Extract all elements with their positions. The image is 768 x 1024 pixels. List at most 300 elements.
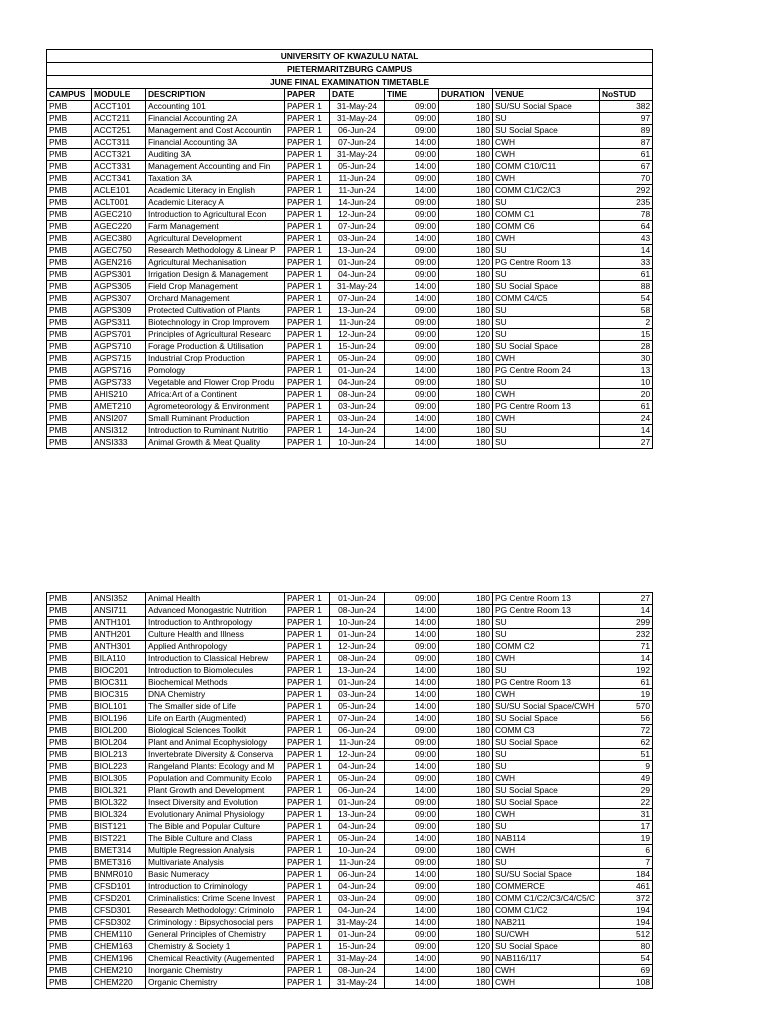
cell-description: Animal Growth & Meat Quality xyxy=(146,437,285,449)
cell-module: ACLT001 xyxy=(92,197,146,209)
cell-description: General Principles of Chemistry xyxy=(146,929,285,941)
cell-duration: 180 xyxy=(439,881,493,893)
cell-time: 14:00 xyxy=(385,785,439,797)
cell-module: AGPS307 xyxy=(92,293,146,305)
cell-time: 14:00 xyxy=(385,953,439,965)
cell-module: AGEC210 xyxy=(92,209,146,221)
table-row xyxy=(47,257,653,269)
cell-paper: PAPER 1 xyxy=(285,809,330,821)
cell-paper: PAPER 1 xyxy=(285,653,330,665)
cell-module: ACCT101 xyxy=(92,101,146,113)
cell-campus: PMB xyxy=(47,713,92,725)
cell-time: 09:00 xyxy=(385,773,439,785)
cell-date: 06-Jun-24 xyxy=(330,125,385,137)
cell-campus: PMB xyxy=(47,245,92,257)
cell-description: Introduction to Anthropology xyxy=(146,617,285,629)
cell-paper: PAPER 1 xyxy=(285,785,330,797)
cell-date: 13-Jun-24 xyxy=(330,809,385,821)
cell-duration: 180 xyxy=(439,401,493,413)
cell-time: 14:00 xyxy=(385,869,439,881)
cell-date: 01-Jun-24 xyxy=(330,365,385,377)
cell-campus: PMB xyxy=(47,401,92,413)
cell-date: 07-Jun-24 xyxy=(330,293,385,305)
cell-time: 14:00 xyxy=(385,629,439,641)
cell-module: CHEM110 xyxy=(92,929,146,941)
cell-date: 07-Jun-24 xyxy=(330,713,385,725)
cell-description: Organic Chemistry xyxy=(146,977,285,989)
cell-paper: PAPER 1 xyxy=(285,329,330,341)
cell-paper: PAPER 1 xyxy=(285,941,330,953)
cell-time: 09:00 xyxy=(385,389,439,401)
timetable-table-bottom xyxy=(46,592,653,989)
cell-description: Chemistry & Society 1 xyxy=(146,941,285,953)
cell-module: BILA110 xyxy=(92,653,146,665)
cell-paper: PAPER 1 xyxy=(285,761,330,773)
cell-duration: 180 xyxy=(439,917,493,929)
table-row xyxy=(47,737,653,749)
cell-duration: 180 xyxy=(439,965,493,977)
cell-venue: PG Centre Room 13 xyxy=(493,593,600,605)
cell-time: 14:00 xyxy=(385,977,439,989)
cell-venue: CWH xyxy=(493,689,600,701)
table-row xyxy=(47,821,653,833)
cell-duration: 180 xyxy=(439,617,493,629)
cell-date: 04-Jun-24 xyxy=(330,269,385,281)
table-row xyxy=(47,713,653,725)
cell-venue: SU xyxy=(493,629,600,641)
cell-duration: 180 xyxy=(439,149,493,161)
cell-module: CHEM220 xyxy=(92,977,146,989)
table-row xyxy=(47,149,653,161)
cell-date: 05-Jun-24 xyxy=(330,833,385,845)
cell-time: 09:00 xyxy=(385,341,439,353)
cell-campus: PMB xyxy=(47,725,92,737)
cell-venue: SU Social Space xyxy=(493,785,600,797)
cell-duration: 180 xyxy=(439,125,493,137)
cell-venue: NAB114 xyxy=(493,833,600,845)
cell-module: BIOL196 xyxy=(92,713,146,725)
cell-description: Introduction to Biomolecules xyxy=(146,665,285,677)
table-row xyxy=(47,857,653,869)
cell-time: 14:00 xyxy=(385,701,439,713)
cell-venue: PG Centre Room 13 xyxy=(493,257,600,269)
cell-venue: SU xyxy=(493,761,600,773)
cell-venue: SU/SU Social Space xyxy=(493,101,600,113)
cell-venue: SU xyxy=(493,329,600,341)
cell-venue: SU Social Space xyxy=(493,941,600,953)
timetable-title: JUNE FINAL EXAMINATION TIMETABLE xyxy=(47,76,653,89)
cell-nostud: 512 xyxy=(600,929,653,941)
cell-description: Animal Health xyxy=(146,593,285,605)
cell-module: BMET316 xyxy=(92,857,146,869)
cell-date: 08-Jun-24 xyxy=(330,389,385,401)
cell-paper: PAPER 1 xyxy=(285,593,330,605)
cell-nostud: 194 xyxy=(600,905,653,917)
cell-module: ACCT311 xyxy=(92,137,146,149)
cell-date: 07-Jun-24 xyxy=(330,137,385,149)
cell-duration: 180 xyxy=(439,893,493,905)
cell-description: Agricultural Mechanisation xyxy=(146,257,285,269)
cell-date: 31-May-24 xyxy=(330,977,385,989)
cell-time: 09:00 xyxy=(385,797,439,809)
cell-nostud: 192 xyxy=(600,665,653,677)
cell-paper: PAPER 1 xyxy=(285,149,330,161)
col-paper: PAPER xyxy=(285,89,330,101)
cell-module: BIOL324 xyxy=(92,809,146,821)
cell-campus: PMB xyxy=(47,125,92,137)
cell-paper: PAPER 1 xyxy=(285,173,330,185)
cell-venue: SU/SU Social Space/CWH xyxy=(493,701,600,713)
cell-venue: CWH xyxy=(493,977,600,989)
cell-campus: PMB xyxy=(47,857,92,869)
cell-description: Biological Sciences Toolkit xyxy=(146,725,285,737)
university-title: UNIVERSITY OF KWAZULU NATAL xyxy=(47,50,653,63)
cell-campus: PMB xyxy=(47,437,92,449)
cell-description: Auditing 3A xyxy=(146,149,285,161)
cell-date: 03-Jun-24 xyxy=(330,893,385,905)
cell-time: 09:00 xyxy=(385,257,439,269)
cell-module: BIOC201 xyxy=(92,665,146,677)
cell-time: 14:00 xyxy=(385,293,439,305)
cell-time: 09:00 xyxy=(385,245,439,257)
cell-date: 01-Jun-24 xyxy=(330,677,385,689)
col-nostud: NoSTUD xyxy=(600,89,653,101)
cell-time: 14:00 xyxy=(385,833,439,845)
cell-nostud: 33 xyxy=(600,257,653,269)
cell-nostud: 67 xyxy=(600,161,653,173)
cell-time: 09:00 xyxy=(385,809,439,821)
cell-paper: PAPER 1 xyxy=(285,665,330,677)
cell-nostud: 2 xyxy=(600,317,653,329)
cell-nostud: 570 xyxy=(600,701,653,713)
cell-paper: PAPER 1 xyxy=(285,101,330,113)
cell-module: AGPS309 xyxy=(92,305,146,317)
cell-description: The Bible Culture and Class xyxy=(146,833,285,845)
cell-description: Plant and Animal Ecophysiology xyxy=(146,737,285,749)
cell-date: 13-Jun-24 xyxy=(330,305,385,317)
cell-duration: 180 xyxy=(439,245,493,257)
table-row xyxy=(47,629,653,641)
cell-date: 01-Jun-24 xyxy=(330,797,385,809)
table-row xyxy=(47,965,653,977)
cell-nostud: 51 xyxy=(600,749,653,761)
cell-venue: PG Centre Room 13 xyxy=(493,401,600,413)
table-row xyxy=(47,401,653,413)
cell-description: Introduction to Agricultural Econ xyxy=(146,209,285,221)
cell-module: CHEM163 xyxy=(92,941,146,953)
cell-time: 09:00 xyxy=(385,893,439,905)
table-row xyxy=(47,653,653,665)
table-row xyxy=(47,269,653,281)
cell-module: ACCT341 xyxy=(92,173,146,185)
cell-date: 01-Jun-24 xyxy=(330,257,385,269)
cell-description: Introduction to Criminology xyxy=(146,881,285,893)
cell-venue: SU xyxy=(493,317,600,329)
cell-campus: PMB xyxy=(47,161,92,173)
cell-duration: 180 xyxy=(439,977,493,989)
cell-paper: PAPER 1 xyxy=(285,113,330,125)
cell-date: 14-Jun-24 xyxy=(330,425,385,437)
cell-time: 09:00 xyxy=(385,101,439,113)
cell-duration: 180 xyxy=(439,113,493,125)
cell-venue: SU xyxy=(493,269,600,281)
table-row xyxy=(47,593,653,605)
cell-paper: PAPER 1 xyxy=(285,737,330,749)
cell-duration: 180 xyxy=(439,629,493,641)
cell-campus: PMB xyxy=(47,413,92,425)
col-duration: DURATION xyxy=(439,89,493,101)
cell-nostud: 49 xyxy=(600,773,653,785)
cell-time: 09:00 xyxy=(385,305,439,317)
cell-duration: 180 xyxy=(439,185,493,197)
col-date: DATE xyxy=(330,89,385,101)
cell-nostud: 14 xyxy=(600,605,653,617)
cell-nostud: 71 xyxy=(600,641,653,653)
cell-paper: PAPER 1 xyxy=(285,221,330,233)
cell-duration: 180 xyxy=(439,305,493,317)
cell-paper: PAPER 1 xyxy=(285,185,330,197)
cell-nostud: 17 xyxy=(600,821,653,833)
cell-time: 09:00 xyxy=(385,821,439,833)
cell-paper: PAPER 1 xyxy=(285,389,330,401)
cell-module: AHIS210 xyxy=(92,389,146,401)
cell-paper: PAPER 1 xyxy=(285,881,330,893)
cell-description: Academic Literacy in English xyxy=(146,185,285,197)
cell-date: 15-Jun-24 xyxy=(330,941,385,953)
cell-nostud: 61 xyxy=(600,401,653,413)
cell-venue: NAB211 xyxy=(493,917,600,929)
cell-module: ACLE101 xyxy=(92,185,146,197)
cell-module: BIOL322 xyxy=(92,797,146,809)
cell-description: Principles of Agricultural Researc xyxy=(146,329,285,341)
cell-nostud: 62 xyxy=(600,737,653,749)
cell-nostud: 58 xyxy=(600,305,653,317)
table-row xyxy=(47,701,653,713)
cell-date: 08-Jun-24 xyxy=(330,965,385,977)
cell-time: 09:00 xyxy=(385,197,439,209)
cell-date: 10-Jun-24 xyxy=(330,845,385,857)
cell-nostud: 54 xyxy=(600,953,653,965)
cell-duration: 180 xyxy=(439,173,493,185)
cell-date: 04-Jun-24 xyxy=(330,881,385,893)
cell-duration: 180 xyxy=(439,389,493,401)
cell-campus: PMB xyxy=(47,617,92,629)
cell-paper: PAPER 1 xyxy=(285,617,330,629)
cell-description: Orchard Management xyxy=(146,293,285,305)
timetable-table-top xyxy=(46,49,653,449)
cell-campus: PMB xyxy=(47,389,92,401)
cell-description: Multivariate Analysis xyxy=(146,857,285,869)
cell-time: 09:00 xyxy=(385,725,439,737)
cell-module: AGEC380 xyxy=(92,233,146,245)
cell-venue: SU xyxy=(493,821,600,833)
cell-venue: PG Centre Room 13 xyxy=(493,605,600,617)
cell-date: 05-Jun-24 xyxy=(330,353,385,365)
cell-nostud: 88 xyxy=(600,281,653,293)
cell-time: 09:00 xyxy=(385,113,439,125)
cell-duration: 120 xyxy=(439,257,493,269)
cell-paper: PAPER 1 xyxy=(285,197,330,209)
cell-venue: SU xyxy=(493,425,600,437)
cell-paper: PAPER 1 xyxy=(285,833,330,845)
cell-campus: PMB xyxy=(47,269,92,281)
cell-venue: COMM C1/C2/C3 xyxy=(493,185,600,197)
cell-duration: 180 xyxy=(439,437,493,449)
cell-campus: PMB xyxy=(47,149,92,161)
cell-module: AGEN216 xyxy=(92,257,146,269)
cell-description: Criminology : Bipsychosocial pers xyxy=(146,917,285,929)
cell-date: 05-Jun-24 xyxy=(330,773,385,785)
cell-campus: PMB xyxy=(47,845,92,857)
cell-module: ANSI207 xyxy=(92,413,146,425)
cell-nostud: 78 xyxy=(600,209,653,221)
cell-description: Multiple Regression Analysis xyxy=(146,845,285,857)
cell-nostud: 70 xyxy=(600,173,653,185)
cell-paper: PAPER 1 xyxy=(285,905,330,917)
table-row xyxy=(47,605,653,617)
cell-paper: PAPER 1 xyxy=(285,749,330,761)
cell-campus: PMB xyxy=(47,893,92,905)
table-row xyxy=(47,113,653,125)
table-row xyxy=(47,893,653,905)
cell-nostud: 64 xyxy=(600,221,653,233)
cell-description: Research Methodology & Linear P xyxy=(146,245,285,257)
cell-module: AGPS710 xyxy=(92,341,146,353)
cell-date: 04-Jun-24 xyxy=(330,377,385,389)
cell-paper: PAPER 1 xyxy=(285,977,330,989)
cell-description: Life on Earth (Augmented) xyxy=(146,713,285,725)
cell-module: CHEM210 xyxy=(92,965,146,977)
table-row xyxy=(47,185,653,197)
cell-nostud: 14 xyxy=(600,425,653,437)
cell-paper: PAPER 1 xyxy=(285,893,330,905)
cell-venue: SU xyxy=(493,437,600,449)
cell-campus: PMB xyxy=(47,377,92,389)
cell-venue: SU/SU Social Space xyxy=(493,869,600,881)
cell-duration: 180 xyxy=(439,269,493,281)
cell-venue: SU xyxy=(493,305,600,317)
cell-module: CFSD301 xyxy=(92,905,146,917)
cell-nostud: 61 xyxy=(600,677,653,689)
cell-nostud: 27 xyxy=(600,437,653,449)
cell-date: 01-Jun-24 xyxy=(330,593,385,605)
cell-venue: COMM C2 xyxy=(493,641,600,653)
table-row xyxy=(47,677,653,689)
cell-description: Agrometeorology & Environment xyxy=(146,401,285,413)
cell-time: 14:00 xyxy=(385,137,439,149)
cell-description: Inorganic Chemistry xyxy=(146,965,285,977)
cell-venue: CWH xyxy=(493,845,600,857)
cell-venue: SU Social Space xyxy=(493,713,600,725)
cell-nostud: 372 xyxy=(600,893,653,905)
cell-module: BIOL204 xyxy=(92,737,146,749)
cell-time: 14:00 xyxy=(385,425,439,437)
cell-duration: 180 xyxy=(439,281,493,293)
cell-duration: 180 xyxy=(439,785,493,797)
cell-nostud: 89 xyxy=(600,125,653,137)
table-row xyxy=(47,293,653,305)
cell-venue: SU Social Space xyxy=(493,797,600,809)
cell-paper: PAPER 1 xyxy=(285,377,330,389)
cell-nostud: 194 xyxy=(600,917,653,929)
cell-time: 09:00 xyxy=(385,941,439,953)
cell-module: AGPS305 xyxy=(92,281,146,293)
cell-duration: 180 xyxy=(439,701,493,713)
cell-campus: PMB xyxy=(47,605,92,617)
cell-campus: PMB xyxy=(47,353,92,365)
cell-duration: 180 xyxy=(439,101,493,113)
cell-nostud: 22 xyxy=(600,797,653,809)
cell-venue: SU xyxy=(493,113,600,125)
cell-date: 04-Jun-24 xyxy=(330,761,385,773)
cell-duration: 180 xyxy=(439,677,493,689)
cell-venue: SU Social Space xyxy=(493,341,600,353)
cell-duration: 180 xyxy=(439,641,493,653)
cell-date: 11-Jun-24 xyxy=(330,185,385,197)
cell-date: 10-Jun-24 xyxy=(330,617,385,629)
cell-paper: PAPER 1 xyxy=(285,965,330,977)
table-row xyxy=(47,329,653,341)
cell-time: 09:00 xyxy=(385,173,439,185)
cell-nostud: 14 xyxy=(600,653,653,665)
table-row xyxy=(47,689,653,701)
cell-duration: 180 xyxy=(439,773,493,785)
cell-module: ANSI333 xyxy=(92,437,146,449)
cell-duration: 90 xyxy=(439,953,493,965)
cell-nostud: 28 xyxy=(600,341,653,353)
cell-module: ANSI352 xyxy=(92,593,146,605)
campus-title: PIETERMARITZBURG CAMPUS xyxy=(47,63,653,76)
cell-description: Basic Numeracy xyxy=(146,869,285,881)
cell-paper: PAPER 1 xyxy=(285,293,330,305)
table-row xyxy=(47,641,653,653)
cell-paper: PAPER 1 xyxy=(285,353,330,365)
table-row xyxy=(47,101,653,113)
cell-date: 31-May-24 xyxy=(330,281,385,293)
table-row xyxy=(47,905,653,917)
table-row xyxy=(47,437,653,449)
cell-time: 09:00 xyxy=(385,269,439,281)
cell-description: Irrigation Design & Management xyxy=(146,269,285,281)
cell-campus: PMB xyxy=(47,809,92,821)
cell-venue: COMM C10/C11 xyxy=(493,161,600,173)
cell-module: ACCT331 xyxy=(92,161,146,173)
cell-time: 14:00 xyxy=(385,677,439,689)
cell-nostud: 7 xyxy=(600,857,653,869)
cell-paper: PAPER 1 xyxy=(285,917,330,929)
cell-module: CHEM196 xyxy=(92,953,146,965)
cell-module: BIOC311 xyxy=(92,677,146,689)
cell-module: BMET314 xyxy=(92,845,146,857)
table-row xyxy=(47,233,653,245)
cell-description: Agricultural Development xyxy=(146,233,285,245)
cell-time: 14:00 xyxy=(385,689,439,701)
cell-nostud: 9 xyxy=(600,761,653,773)
cell-time: 09:00 xyxy=(385,317,439,329)
cell-duration: 180 xyxy=(439,845,493,857)
cell-date: 11-Jun-24 xyxy=(330,737,385,749)
cell-campus: PMB xyxy=(47,821,92,833)
cell-description: The Bible and Popular Culture xyxy=(146,821,285,833)
table-row xyxy=(47,749,653,761)
cell-duration: 180 xyxy=(439,809,493,821)
cell-duration: 180 xyxy=(439,293,493,305)
cell-venue: COMM C1/C2 xyxy=(493,905,600,917)
cell-paper: PAPER 1 xyxy=(285,365,330,377)
cell-nostud: 61 xyxy=(600,269,653,281)
cell-date: 01-Jun-24 xyxy=(330,929,385,941)
cell-paper: PAPER 1 xyxy=(285,845,330,857)
